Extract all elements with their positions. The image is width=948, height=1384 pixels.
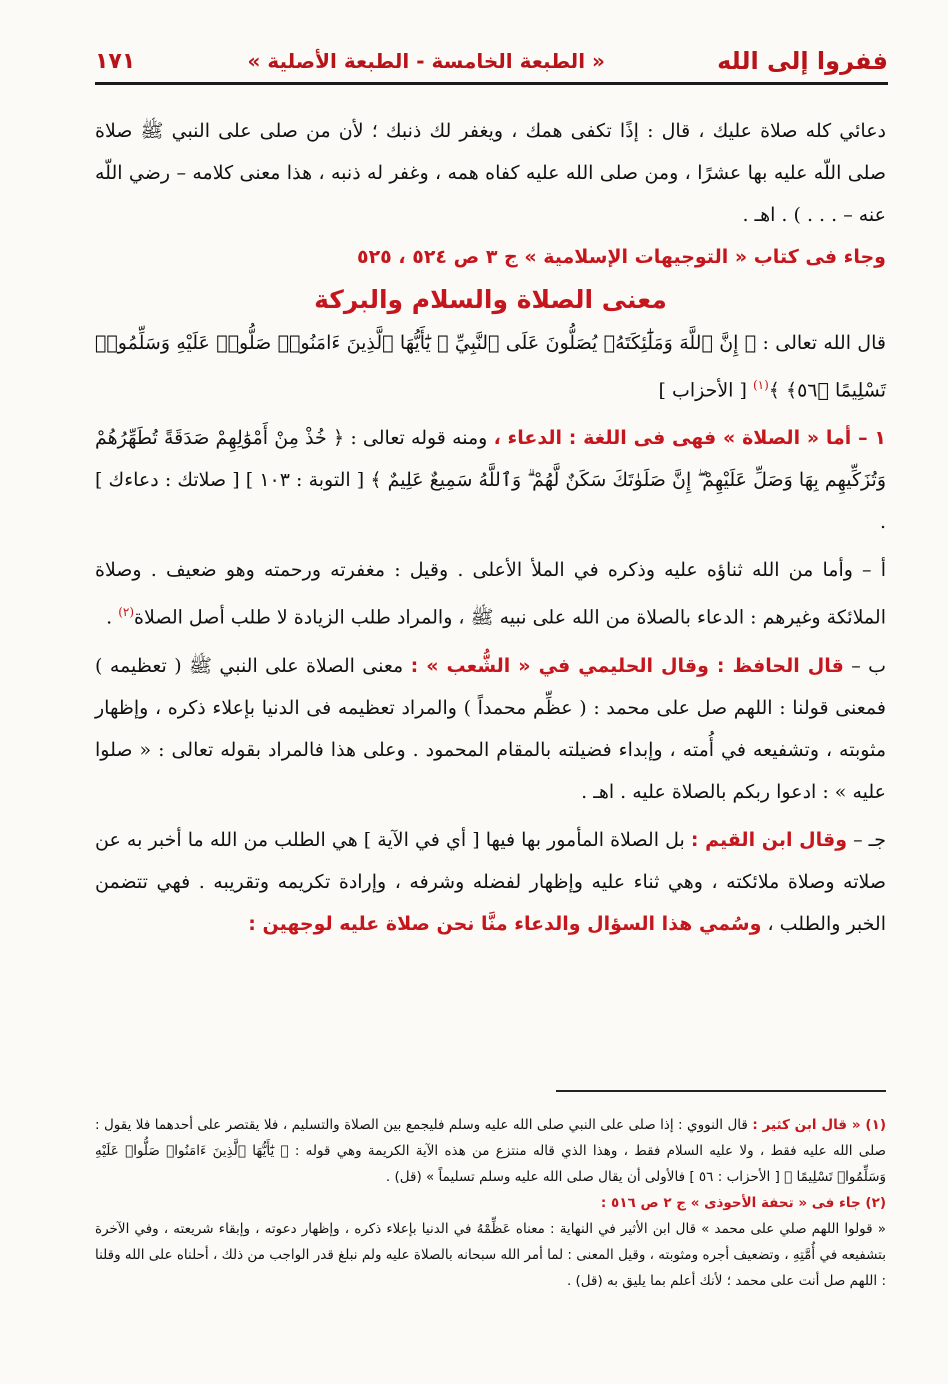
footnote-1-text: قال النووي : إذا صلى على النبي صلى الله عليه وسلم فليجمع بين الصلاة والتسليم ، فلا يقتصر على أحدهما فلا يقول : صلى الله عليه فقط ، ولا عليه السلام فقط ، وهذا الذي قاله منتزع من هذه الآية الكريمة وهي قوله : ﴿ يَٰٓأَيُّهَا ٱلَّذِينَ ءَامَنُوا۟ صَلُّوا۟ عَلَيْهِ وَسَلِّمُوا۟ تَسْلِيمًا ﴾ [ الأحزاب : ٥٦ ] فالأولى أن يقال صلى الله عليه وسلم تسليماً » (قل) . xyxy=(95,1117,886,1185)
verse-text: قال الله تعالى : ﴿ إِنَّ ٱللَّهَ وَمَلَٰٓئِكَتَهُۥ يُصَلُّونَ عَلَى ٱلنَّبِيِّ ۚ يَٰٓأَيُّهَا ٱلَّذِينَ ءَامَنُوا۟ صَلُّوا۟ عَلَيْهِ وَسَلِّمُوا۟ تَسْلِيمًا ﴿٥٦﴾ ﴾ xyxy=(95,332,886,402)
paragraph-c-label: وقال ابن القيم : xyxy=(690,828,848,851)
footnote-marker-1: (١) xyxy=(752,378,769,392)
footnotes xyxy=(95,1112,886,1294)
page-number: ١٧١ xyxy=(95,48,136,74)
footnote-2-label: (٢) جاء فى « تحفة الأحوذى » ج ٢ ص ٥١٦ : xyxy=(600,1195,886,1211)
section-heading: معنى الصلاة والسلام والبركة xyxy=(314,285,667,314)
paragraph-1-label: ١ – أما « الصلاة » فهى فى اللغة : الدعاء ، xyxy=(493,427,886,450)
main-text xyxy=(95,110,886,945)
verse-paragraph xyxy=(95,322,886,411)
paragraph-1-text: ومنه قوله تعالى : ﴿ خُذْ مِنْ أَمْوَٰلِهِمْ صَدَقَةً تُطَهِّرُهُمْ وَتُزَكِّيهِم بِهَا وَصَلِّ عَلَيْهِمْ ۖ إِنَّ صَلَوٰتَكَ سَكَنٌ لَّهُمْ ۗ وَٱللَّهُ سَمِيعٌ عَلِيمٌ ﴾ [ التوبة : ١٠٣ ] [ صلاتك : دعاءك ] . xyxy=(95,427,886,534)
intro-paragraph: دعائي كله صلاة عليك ، قال : إذًا تكفى همك ، ويغفر لك ذنبك ؛ لأن من صلى على النبي ﷺ صلاة صلى اللّه عليه بها عشرًا ، ومن صلى الله عليه كفاه همه ، وغفر له ذنبه ، هذا معنى كلامه – رضي اللّه عنه – . . . ) . اهـ . xyxy=(95,120,886,226)
paragraph-b-prefix: ب – xyxy=(843,654,887,677)
footnote-1 xyxy=(95,1112,886,1190)
paragraph-c-red-end: وسُمي هذا السؤال والدعاء منَّا نحن صلاة عليه لوجهين : xyxy=(248,912,762,935)
paragraph-1 xyxy=(95,417,886,543)
book-title: ففروا إلى الله xyxy=(717,47,888,75)
paragraph-b-label: قال الحافظ : وقال الحليمي في « الشُّعب » : xyxy=(410,654,844,677)
footnote-divider xyxy=(556,1090,886,1092)
edition-label: « الطبعة الخامسة - الطبعة الأصلية » xyxy=(247,49,605,73)
paragraph-c xyxy=(95,819,886,945)
paragraph-c-prefix: جـ – xyxy=(847,828,886,851)
running-header xyxy=(95,40,888,85)
footnote-marker-2: (٢) xyxy=(118,605,135,620)
paragraph-b-text: معنى الصلاة على النبي ﷺ ( تعظيمه ) فمعنى قولنا : اللهم صل على محمد : ( عظِّم محمداً ) والمراد تعظيمه فى الدنيا بإعلاء ذكره ، وإظهار مثوبته ، وتشفيعه في أُمته ، وإبداء فضيلته بالمقام المحمود . وعلى هذا فالمراد بقوله تعالى : « صلوا عليه » : ادعوا ربكم بالصلاة عليه . اهـ . xyxy=(95,654,886,803)
verse-reference: [ الأحزاب ] xyxy=(658,379,753,402)
paragraph-a: أ – وأما من الله ثناؤه عليه وذكره في الملأ الأعلى . وقيل : مغفرته ورحمته وهو ضعيف . وصلاة الملائكة وغيرهم : الدعاء بالصلاة من الله على نبيه ﷺ ، والمراد طلب الزيادة لا طلب أصل الصلاة$^{(٢)}$ . xyxy=(95,559,886,629)
paragraph-c-text: بل الصلاة المأمور بها فيها [ أي في الآية ] هي الطلب من الله ما أخبر به عن صلاته وصلاة ملائكته ، وهي ثناء عليه وإظهار لفضله وشرفه ، وإرادة تكريمه وتقريبه . فهي تتضمن الخبر والطلب ، xyxy=(95,828,886,935)
footnote-1-label: (١) « قال ابن كثير : xyxy=(752,1117,887,1133)
footnote-2-text: « قولوا اللهم صلي على محمد » قال ابن الأثير في النهاية : معناه عَظِّمْهُ في الدنيا بإعلاء ذكره ، وإظهار دعوته ، وإبقاء شريعته ، وفي الآخرة بتشفيعه في أُمَّتِهِ ، وتضعيف أجره ومثوبته ، وقيل المعنى : لما أمر الله سبحانه بالصلاة عليه ولم نبلغ قدر الواجب من ذلك ، أحلناه على الله وقلنا : اللهم صل أنت على محمد ؛ لأنك أعلم بما يليق به (قل) . xyxy=(95,1221,886,1289)
paragraph-b xyxy=(95,645,886,813)
paragraph-a-text: أ – وأما من الله ثناؤه عليه وذكره في الملأ الأعلى . وقيل : مغفرته ورحمته وهو ضعيف . وصلاة الملائكة وغيرهم : الدعاء بالصلاة من الله على نبيه ﷺ ، والمراد طلب الزيادة لا طلب أصل الصلاة xyxy=(95,559,886,629)
source-line: وجاء فى كتاب « التوجيهات الإسلامية » ج ٣ ص ٥٢٤ ، ٥٢٥ xyxy=(356,246,886,268)
